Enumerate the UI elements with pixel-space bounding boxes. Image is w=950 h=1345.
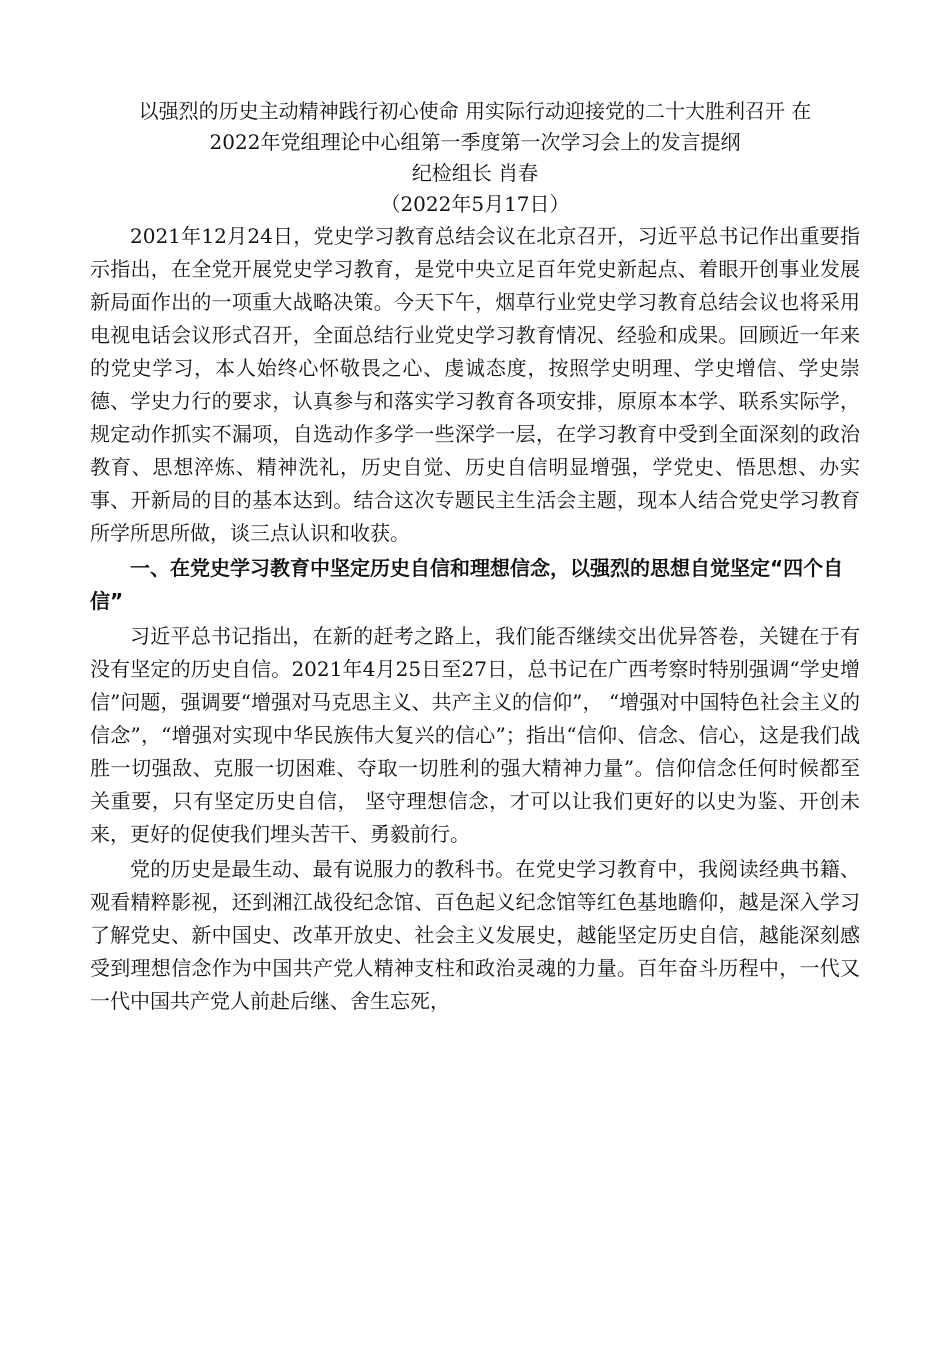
document-title-line-2: 2022年党组理论中心组第一季度第一次学习会上的发言提纲 (209, 130, 741, 154)
document-page (90, 96, 860, 1018)
section-heading-1: 一、在党史学习教育中坚定历史自信和理想信念，以强烈的思想自觉坚定“四个自信” (90, 556, 844, 613)
document-author: 纪检组长 肖春 (411, 161, 539, 185)
paragraph-section-1-b: 党的历史是最生动、最有说服力的教科书。在党史学习教育中，我阅读经典书籍、观看精粹影视，还到湘江战役纪念馆、百色起义纪念馆等红色基地瞻仰，越是深入学习了解党史、新中国史、改革开放史、社会主义发展史，越能坚定历史自信，越能深刻感受到理想信念作为中国共产党人精神支柱和政治灵魂的力量。百年奋斗历程中，一代又一代中国共产党人前赴后继、舍生忘死， (90, 857, 860, 1013)
paragraph-intro: 2021年12月24日，党史学习教育总结会议在北京召开，习近平总书记作出重要指示指出，在全党开展党史学习教育，是党中央立足百年党史新起点、着眼开创事业发展新局面作出的一项重大战略决策。今天下午，烟草行业党史学习教育总结会议也将采用电视电话会议形式召开，全面总结行业党史学习教育情况、经验和成果。回顾近一年来的党史学习，本人始终心怀敬畏之心、虔诚态度，按照学史明理、学史增信、学史崇德、学史力行的要求，认真参与和落实学习教育各项安排，原原本本学、联系实际学，规定动作抓实不漏项，自选动作多学一些深学一层，在学习教育中受到全面深刻的政治教育、思想淬炼、精神洗礼，历史自觉、历史自信明显增强，学党史、悟思想、办实事、开新局的目的基本达到。结合这次专题民主生活会主题，现本人结合党史学习教育所学所思所做，谈三点认识和收获。 (90, 224, 860, 545)
document-date: （2022年5月17日） (380, 192, 570, 216)
paragraph-section-1-a: 习近平总书记指出，在新的赶考之路上，我们能否继续交出优异答卷，关键在于有没有坚定的历史自信。2021年4月25日至27日，总书记在广西考察时特别强调“学史增信”问题，强调要“增强对马克思主义、共产主义的信仰”， “增强对中国特色社会主义的信念”，“增强对实现中华民族伟大复兴的信心”；指出“信仰、信念、信心，这是我们战胜一切强敌、克服一切困难、夺取一切胜利的强大精神力量”。信仰信念任何时候都至关重要，只有坚定历史自信， 坚守理想信念，才可以让我们更好的以史为鉴、开创未来，更好的促使我们埋头苦干、勇毅前行。 (90, 624, 860, 846)
document-title-line-1: 以强烈的历史主动精神践行初心使命 用实际行动迎接党的二十大胜利召开 在 (138, 99, 812, 123)
